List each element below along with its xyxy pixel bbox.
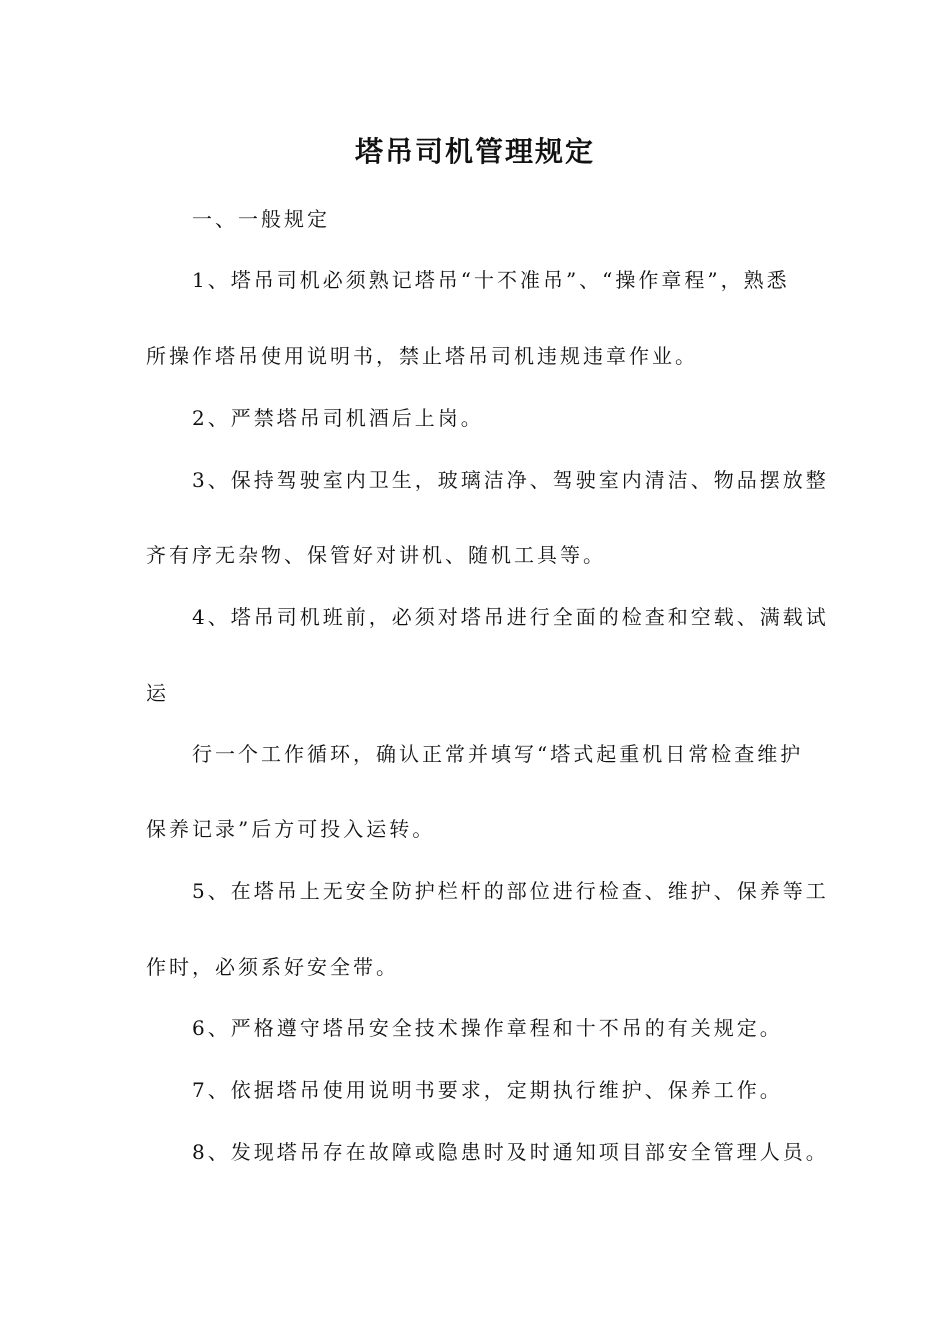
- paragraph-line: 所操作塔吊使用说明书，禁止塔吊司机违规违章作业。: [146, 344, 698, 368]
- paragraph-line: 2、严禁塔吊司机酒后上岗。: [192, 406, 484, 430]
- paragraph-line: 5、在塔吊上无安全防护栏杆的部位进行检查、维护、保养等工: [192, 879, 829, 903]
- document-title: 塔吊司机管理规定: [354, 135, 595, 168]
- paragraph-line: 齐有序无杂物、保管好对讲机、随机工具等。: [146, 543, 606, 567]
- paragraph-line: 8、发现塔吊存在故障或隐患时及时通知项目部安全管理人员。: [192, 1140, 829, 1164]
- paragraph-line: 运: [146, 681, 169, 705]
- paragraph-line: 6、严格遵守塔吊安全技术操作章程和十不吊的有关规定。: [192, 1016, 783, 1040]
- section-heading: 一、一般规定: [192, 207, 330, 231]
- paragraph-line: 行一个工作循环，确认正常并填写“塔式起重机日常检查维护: [192, 742, 804, 766]
- paragraph-line: 4、塔吊司机班前，必须对塔吊进行全面的检查和空载、满载试: [192, 605, 829, 629]
- paragraph-line: 作时，必须系好安全带。: [146, 955, 399, 979]
- paragraph-line: 3、保持驾驶室内卫生，玻璃洁净、驾驶室内清洁、物品摆放整: [192, 468, 829, 492]
- paragraph-line: 1、塔吊司机必须熟记塔吊“十不准吊”、“操作章程”，熟悉: [192, 268, 790, 292]
- paragraph-line: 保养记录”后方可投入运转。: [146, 817, 436, 841]
- paragraph-line: 7、依据塔吊使用说明书要求，定期执行维护、保养工作。: [192, 1078, 783, 1102]
